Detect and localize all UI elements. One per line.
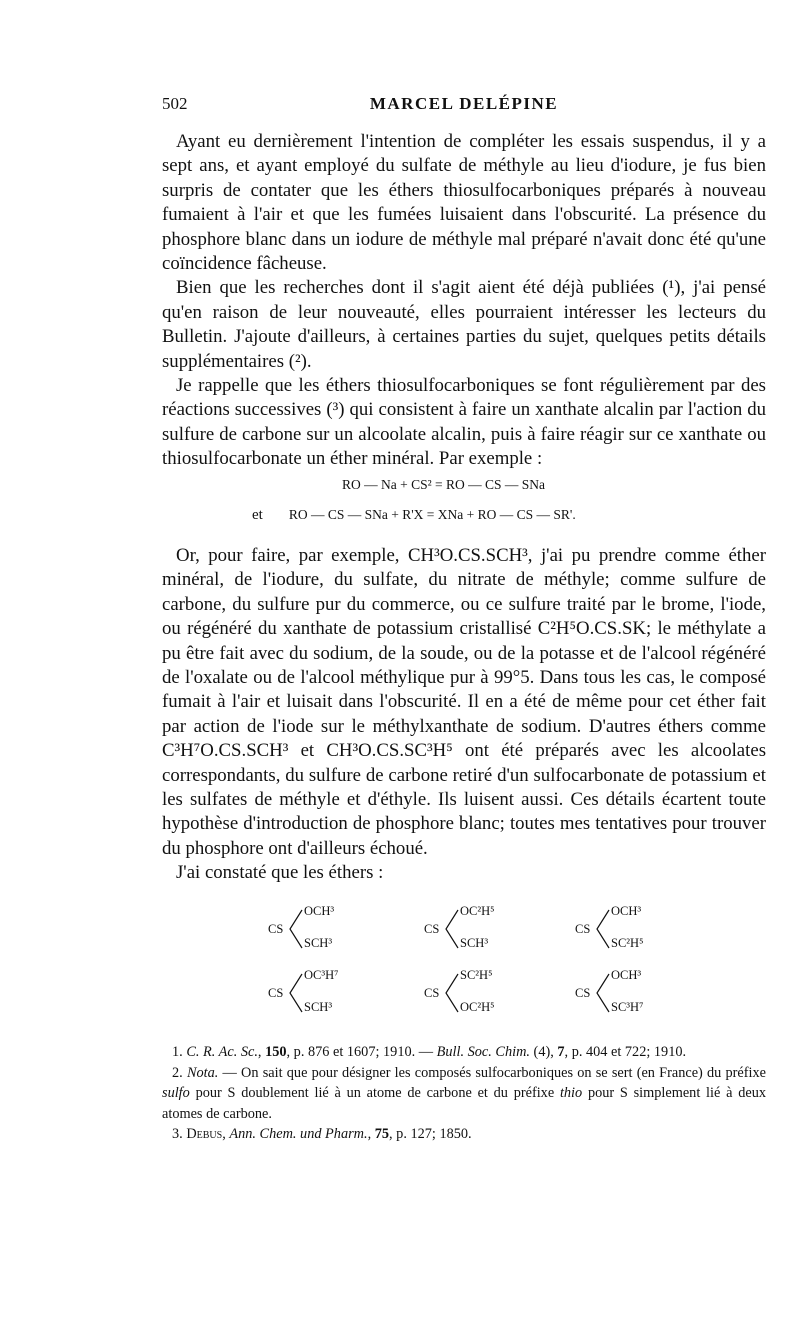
footnote-text: — On sait que pour désigner les composés sulfocarboniques on se sert (en France) du préfixe	[218, 1064, 767, 1081]
structure-formula	[424, 968, 544, 1022]
paragraph: Ayant eu dernièrement l'intention de compléter les essais suspendus, il y a sept ans, et ayant employé du sulfate de méthyle au lieu d'iodure, je fus bien surpris de contater que les éthers thiosulfocarboniques préparés à nouveau fumaient à l'air et que les fumées luisaient dans l'obscurité. La présence du phosphore blanc dans un iodure de méthyle mal préparé n'avait donc été qu'une coïncidence fâcheuse.	[162, 131, 766, 275]
footnote-number: 1.	[172, 1044, 183, 1060]
footnote-2	[162, 1063, 766, 1125]
bond-lines	[288, 908, 304, 950]
footnote-number: 3.	[172, 1126, 183, 1142]
equation-2	[252, 507, 576, 524]
structure-cs: CS	[575, 922, 591, 936]
structure-formula	[575, 904, 695, 958]
structure-bottom: SCH³	[304, 936, 333, 950]
structure-cs: CS	[268, 986, 284, 1000]
body-text-bottom	[162, 544, 766, 886]
footnote-text: ,	[257, 1044, 266, 1060]
footnote-volume: 7	[557, 1044, 565, 1060]
page-header	[162, 94, 766, 120]
paragraph: Je rappelle que les éthers thiosulfocarboniques se font régulièrement par des réactions successives (³) qui consistent à faire un xanthate alcalin par l'action du sulfure de carbone sur un alcoolate alcalin, puis à faire réagir sur ce xanthate ou thiosulfocarbonate un éther minéral. Par exemple :	[162, 375, 766, 470]
footnote-text: (4),	[529, 1044, 558, 1060]
footnote-source: Bull. Soc. Chim.	[436, 1044, 530, 1060]
structure-bottom: SCH³	[304, 1000, 333, 1014]
footnote-text: pour S simplement lié à deux atomes de carbone.	[162, 1085, 766, 1122]
structure-formula	[268, 904, 388, 958]
structure-top: OC²H⁵	[460, 904, 495, 918]
footnote-label: Nota.	[186, 1064, 219, 1081]
structure-cs: CS	[268, 922, 284, 936]
footnote-1	[162, 1042, 766, 1063]
bond-lines	[444, 908, 460, 950]
footnote-volume: 75	[374, 1126, 390, 1142]
structure-bottom: SCH³	[460, 936, 489, 950]
page-number: 502	[162, 94, 188, 113]
paragraph: J'ai constaté que les éthers :	[176, 862, 384, 884]
footnote-source: C. R. Ac. Sc.	[186, 1044, 258, 1060]
body-text-top	[162, 130, 766, 472]
structure-cs: CS	[424, 986, 440, 1000]
paragraph: Bien que les recherches dont il s'agit aient été déjà publiées (¹), j'ai pensé qu'en raison de leur nouveauté, elles pourraient intéresser les lecteurs du Bulletin. J'ajoute d'ailleurs, à certaines parties du sujet, quelques petits détails supplémentaires (²).	[162, 277, 766, 372]
footnotes	[162, 1042, 766, 1145]
footnote-text: ,	[367, 1126, 375, 1142]
footnote-text: , p. 876 et 1607; 1910. —	[286, 1044, 437, 1060]
footnote-text: , p. 127; 1850.	[389, 1126, 472, 1142]
structure-formula	[268, 968, 388, 1022]
footnote-author: Debus	[186, 1126, 223, 1142]
structure-top: SC²H⁵	[460, 968, 493, 982]
footnote-volume: 150	[265, 1044, 287, 1060]
bond-lines	[595, 908, 611, 950]
running-head: MARCEL DELÉPINE	[369, 94, 559, 113]
structure-bottom: SC²H⁵	[611, 936, 644, 950]
bond-lines	[444, 972, 460, 1014]
structure-top: OCH³	[304, 904, 335, 918]
footnote-source: Ann. Chem. und Pharm.	[229, 1126, 368, 1142]
structure-top: OCH³	[611, 968, 642, 982]
structure-cs: CS	[424, 922, 440, 936]
footnote-text: pour S doublement lié à un atome de carbone et du préfixe	[189, 1085, 560, 1101]
structure-bottom: OC²H⁵	[460, 1000, 495, 1014]
paragraph: Or, pour faire, par exemple, CH³O.CS.SCH³, j'ai pu prendre comme éther minéral, de l'iodure, du sulfate, du nitrate de méthyle; comme sulfure de carbone, du sulfure pur du commerce, ou ce sulfure traité par le brome, l'iode, ou régénéré du xanthate de potassium cristallisé C²H⁵O.CS.SK; le méthylate a pu être fait avec du sodium, de la soude, ou de la potasse et de l'alcool régénéré de l'oxalate ou de l'alcool méthylique pur à 99°5. Dans tous les cas, le composé fumait à l'air et luisait dans l'obscurité. Il en a été de même pour cet éther fait par action de l'iode sur le méthylxanthate de sodium. D'autres éthers comme C³H⁷O.CS.SCH³ et CH³O.CS.SC³H⁵ ont été préparés avec les alcoolates correspondants, du sulfure de carbone retiré d'un sulfocarbonate de potassium et les sulfates de méthyle et d'éthyle. Ils luisent aussi. Ces détails écartent toute hypothèse d'introduction de phosphore blanc; toutes mes tentatives pour trouver du phosphore ont d'ailleurs échoué.	[162, 545, 766, 859]
equation-connector: et	[252, 507, 263, 523]
bond-lines	[595, 972, 611, 1014]
structure-top: OCH³	[611, 904, 642, 918]
structure-bottom: SC³H⁷	[611, 1000, 644, 1014]
equation-1: RO — Na + CS² = RO — CS — SNa	[342, 477, 546, 492]
bond-lines	[288, 972, 304, 1014]
footnote-number: 2.	[172, 1064, 183, 1081]
structure-top: OC³H⁷	[304, 968, 339, 982]
footnote-text: , p. 404 et 722; 1910.	[564, 1044, 687, 1060]
structure-cs: CS	[575, 986, 591, 1000]
footnote-term: sulfo	[162, 1085, 190, 1101]
footnote-text: ,	[222, 1126, 230, 1142]
footnote-term: thio	[559, 1085, 583, 1101]
equation-2-text: RO — CS — SNa + R'X = XNa + RO — CS — SR'.	[288, 507, 576, 522]
structure-formula	[575, 968, 695, 1022]
footnote-3	[162, 1124, 766, 1145]
structure-formula	[424, 904, 544, 958]
